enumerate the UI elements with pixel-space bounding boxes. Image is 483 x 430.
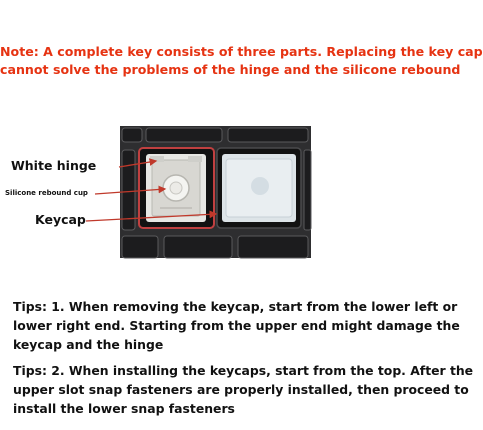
label-keycap: Keycap — [35, 212, 86, 227]
tip-2-line-2: upper slot snap fasteners are properly installed, then proceed to — [13, 382, 469, 397]
label-silicone-cup: Silicone rebound cup — [5, 189, 88, 197]
note-line-1: Note: A complete key consists of three parts. Replacing the key cap — [0, 44, 483, 59]
tip-1 — [13, 297, 460, 354]
warning-note — [0, 43, 483, 79]
tip-2 — [13, 361, 474, 418]
tip-1-line-2: lower right end. Starting from the upper end might damage the — [13, 318, 460, 333]
tip-2-line-3: install the lower snap fasteners — [13, 401, 235, 416]
keyboard-illustration — [120, 126, 311, 258]
label-white-hinge: White hinge — [11, 158, 97, 173]
tip-1-line-1: Tips: 1. When removing the keycap, start from the lower left or — [13, 299, 458, 314]
tip-2-line-1: Tips: 2. When installing the keycaps, start from the top. After the — [13, 363, 474, 378]
tip-1-line-3: keycap and the hinge — [13, 337, 164, 352]
keyboard-photo — [120, 126, 311, 258]
note-line-2: cannot solve the problems of the hinge and the silicone rebound — [0, 62, 461, 77]
